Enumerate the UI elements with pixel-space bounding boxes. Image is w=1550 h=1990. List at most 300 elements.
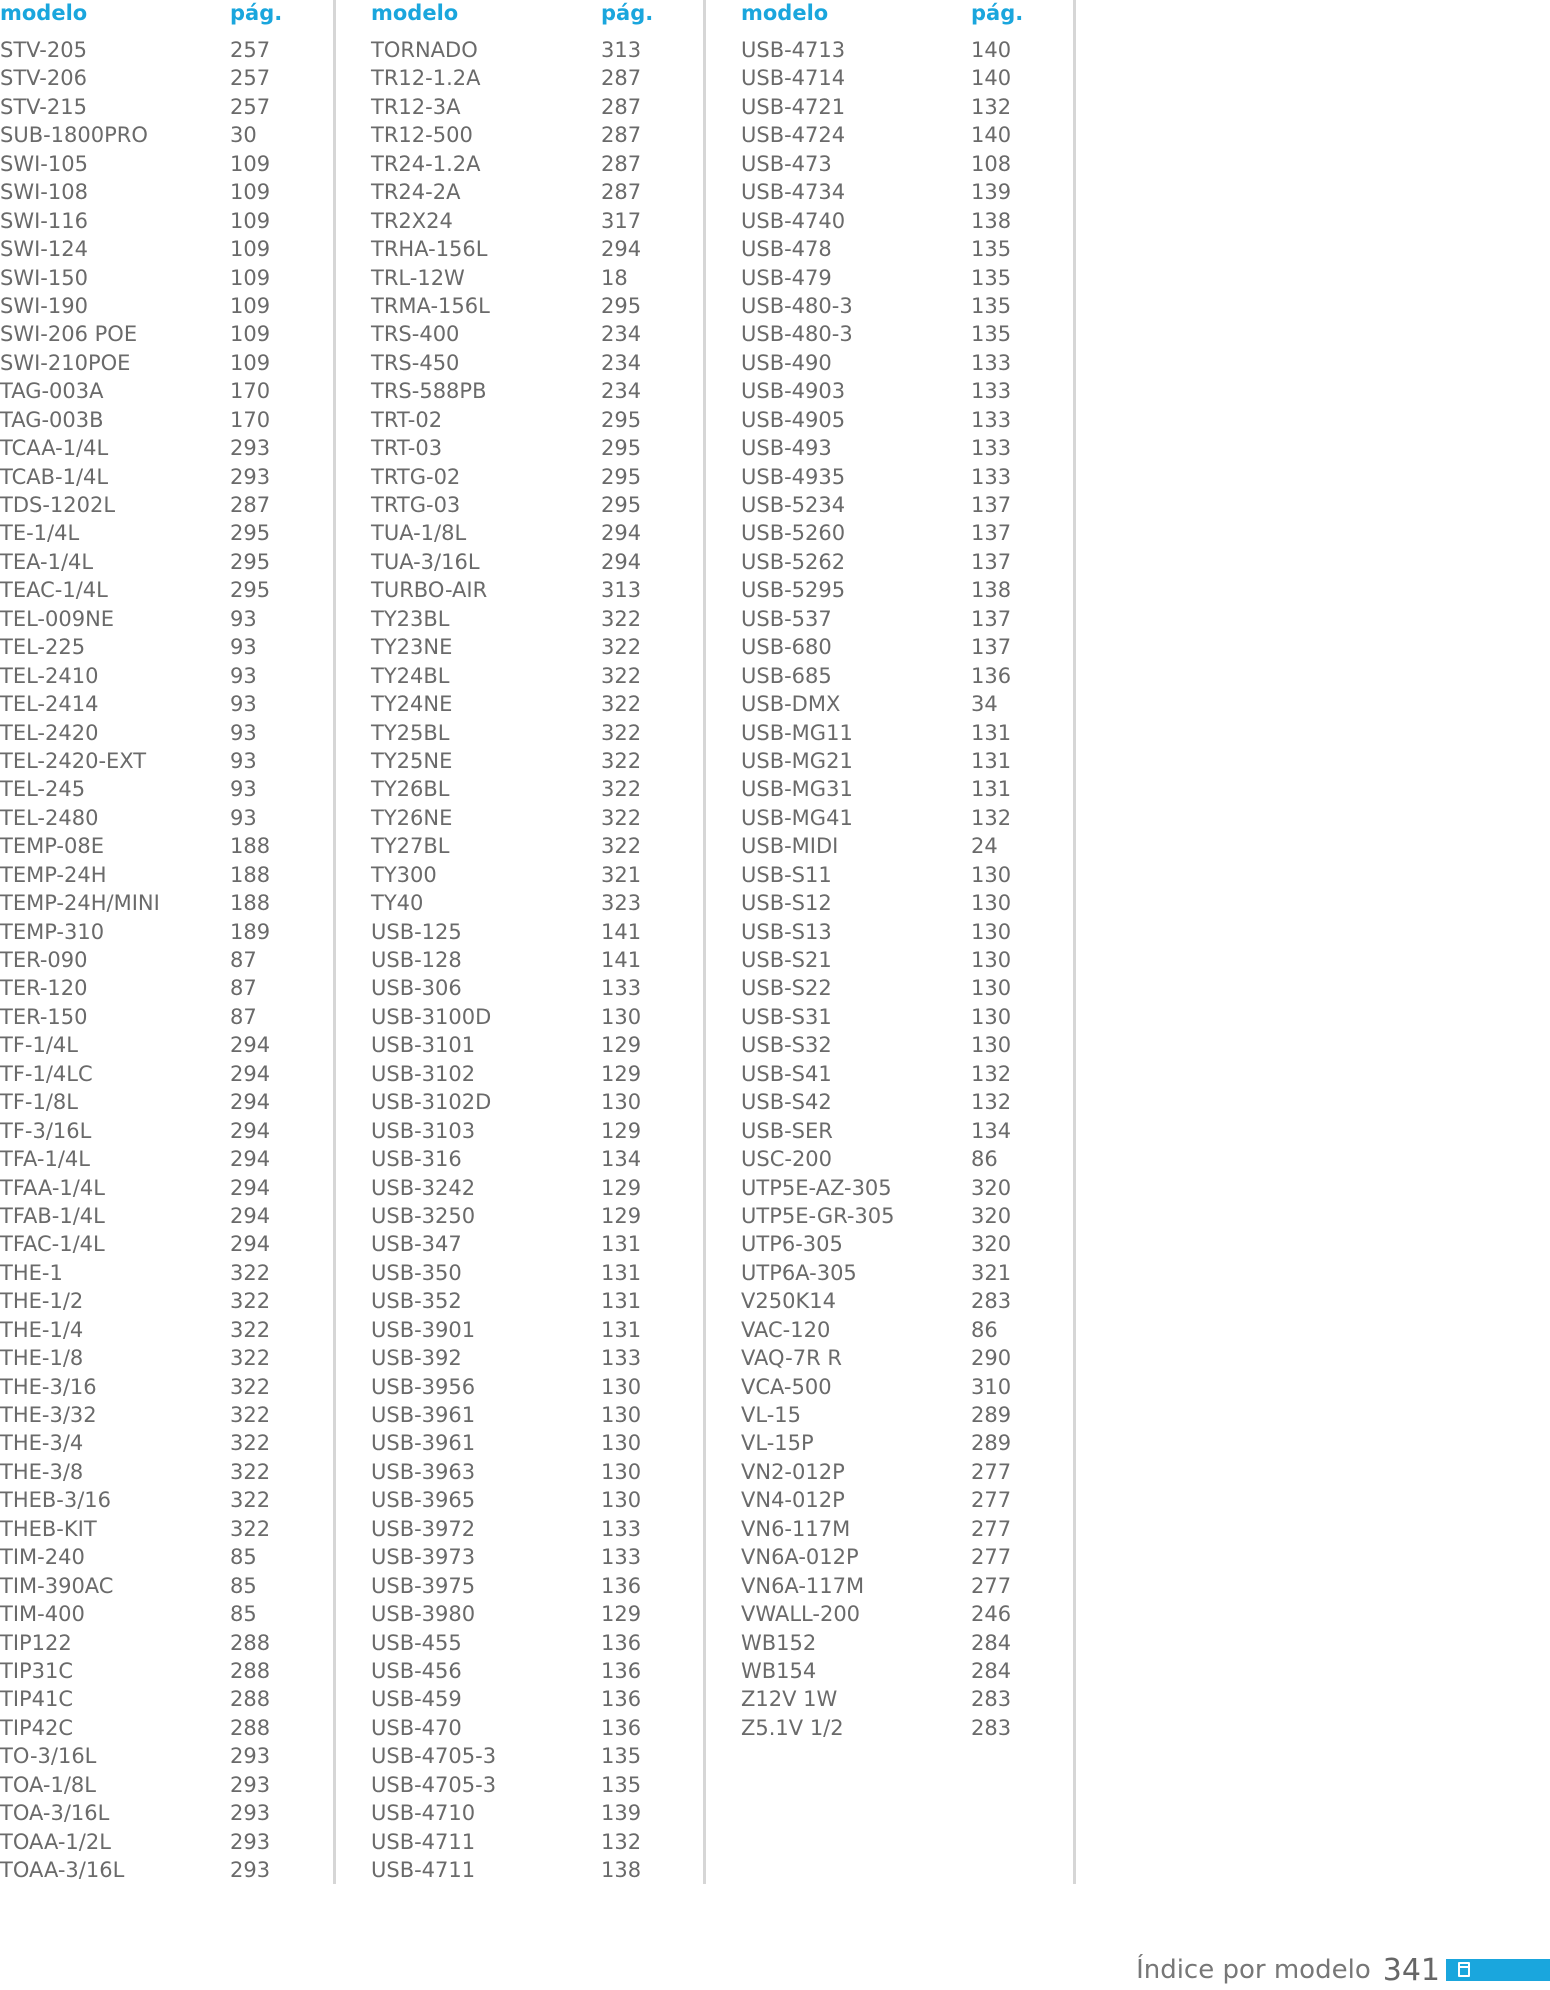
model-name: TF-1/4LC (0, 1061, 93, 1086)
page-ref: 134 (601, 1147, 642, 1172)
page-ref: 136 (601, 1573, 642, 1598)
page-ref: 130 (971, 976, 1012, 1001)
model-name: TIP31C (0, 1658, 74, 1683)
model-name: USB-3973 (371, 1545, 476, 1570)
page-ref: 295 (230, 521, 271, 546)
model-name: USB-5262 (741, 549, 846, 574)
page-ref: 137 (971, 549, 1012, 574)
page-ref: 130 (601, 1090, 642, 1115)
model-name: TRS-450 (371, 350, 460, 375)
table-row (371, 1230, 671, 1258)
page-ref: 322 (230, 1516, 271, 1541)
model-name: USB-S41 (741, 1061, 832, 1086)
page-ref: 294 (230, 1118, 271, 1143)
page-ref: 293 (230, 1744, 271, 1769)
table-row (371, 1515, 671, 1543)
page-ref: 170 (230, 407, 271, 432)
model-name: V250K14 (741, 1289, 836, 1314)
page-ref: 293 (230, 1801, 271, 1826)
page-ref: 138 (971, 208, 1012, 233)
page-ref: 289 (971, 1431, 1012, 1456)
model-name: TY25NE (371, 748, 453, 773)
model-name: VN6A-117M (741, 1573, 865, 1598)
model-name: THE-3/4 (0, 1431, 84, 1456)
table-row (741, 1344, 1041, 1372)
page-ref: 246 (971, 1602, 1012, 1627)
page-ref: 136 (601, 1687, 642, 1712)
page-ref: 277 (971, 1516, 1012, 1541)
model-name: USB-4705-3 (371, 1744, 497, 1769)
table-row (741, 775, 1041, 803)
model-name: TIP42C (0, 1715, 74, 1740)
table-row (371, 36, 671, 64)
page-ref: 257 (230, 66, 271, 91)
model-name: THE-3/32 (0, 1403, 97, 1427)
page-ref: 234 (601, 379, 642, 404)
page-ref: 109 (230, 208, 271, 233)
page-ref: 323 (601, 891, 642, 916)
table-row (741, 861, 1041, 889)
model-name: USB-478 (741, 237, 832, 262)
page-ref: 295 (230, 549, 271, 574)
page-ref: 137 (971, 606, 1012, 631)
table-row (741, 207, 1041, 235)
model-name: TAG-003B (0, 407, 104, 432)
page-ref: 293 (230, 1858, 271, 1882)
page-ref: 86 (971, 1147, 998, 1172)
page-ref: 277 (971, 1573, 1012, 1598)
model-name: VAQ-7R R (741, 1346, 842, 1371)
table-row (741, 889, 1041, 917)
model-name: TCAA-1/4L (0, 436, 109, 461)
table-row (371, 576, 671, 604)
table-row (741, 662, 1041, 690)
page-ref: 137 (971, 521, 1012, 546)
table-row (741, 235, 1041, 263)
page-ref: 93 (230, 635, 257, 660)
table-row (371, 377, 671, 405)
table-row (0, 235, 300, 263)
model-name: USB-4713 (741, 38, 846, 62)
model-name: TIM-390AC (0, 1573, 114, 1598)
page-ref: 109 (230, 350, 271, 375)
table-row (371, 662, 671, 690)
table-row (0, 1088, 300, 1116)
table-row (741, 36, 1041, 64)
page-ref: 130 (601, 1403, 642, 1427)
table-row (371, 1174, 671, 1202)
table-row (371, 1572, 671, 1600)
page-ref: 287 (601, 66, 642, 91)
page-ref: 290 (971, 1346, 1012, 1371)
table-row (0, 605, 300, 633)
page-ref: 93 (230, 720, 257, 745)
page-ref: 288 (230, 1658, 271, 1683)
table-row (741, 1031, 1041, 1059)
page-ref: 277 (971, 1488, 1012, 1513)
model-name: TEL-2420 (0, 720, 99, 745)
page-ref: 139 (971, 180, 1012, 205)
page-ref: 294 (230, 1203, 271, 1228)
index-column-1 (0, 0, 300, 1884)
table-row (0, 1060, 300, 1088)
model-name: SWI-116 (0, 208, 88, 233)
model-name: USB-4734 (741, 180, 846, 205)
model-name: UTP6A-305 (741, 1260, 857, 1285)
page-ref: 129 (601, 1602, 642, 1627)
table-row (371, 1458, 671, 1486)
table-row (371, 861, 671, 889)
model-name: USB-4903 (741, 379, 846, 404)
model-name: TEMP-24H (0, 862, 107, 887)
page-ref: 93 (230, 606, 257, 631)
model-name: USB-MG41 (741, 805, 853, 830)
column-separator (703, 0, 706, 1884)
model-name: USB-352 (371, 1289, 462, 1314)
model-name: USB-316 (371, 1147, 462, 1172)
model-name: THE-3/16 (0, 1374, 97, 1399)
model-name: SWI-190 (0, 293, 88, 318)
page-ref: 131 (601, 1232, 642, 1257)
table-row (741, 1202, 1041, 1230)
table-row (741, 349, 1041, 377)
page-ref: 257 (230, 94, 271, 119)
model-name: USB-473 (741, 151, 832, 176)
table-row (741, 690, 1041, 718)
page-ref: 293 (230, 1829, 271, 1854)
table-row (371, 918, 671, 946)
page-ref: 130 (971, 919, 1012, 944)
page-ref: 130 (601, 1004, 642, 1029)
table-row (0, 121, 300, 149)
page-ref: 322 (601, 720, 642, 745)
column-header (741, 0, 1041, 36)
table-row (741, 463, 1041, 491)
page-ref: 18 (601, 265, 628, 290)
model-name: USB-350 (371, 1260, 462, 1285)
table-row (741, 974, 1041, 1002)
model-name: TY26BL (371, 777, 450, 802)
page-ref: 129 (601, 1061, 642, 1086)
model-name: USB-MIDI (741, 834, 839, 859)
model-name: USB-4724 (741, 123, 846, 148)
model-name: TE-1/4L (0, 521, 80, 546)
page-ref: 129 (601, 1203, 642, 1228)
model-name: USB-S42 (741, 1090, 832, 1115)
model-name: VL-15 (741, 1403, 801, 1427)
column-separator (1073, 0, 1076, 1884)
page-ref: 295 (601, 493, 642, 517)
table-row (0, 775, 300, 803)
table-row (371, 235, 671, 263)
table-row (0, 150, 300, 178)
model-name: TEA-1/4L (0, 549, 94, 574)
index-column-2 (371, 0, 671, 1884)
model-name: VAC-120 (741, 1317, 831, 1342)
table-row (0, 1771, 300, 1799)
table-row (371, 1429, 671, 1457)
model-name: USB-3101 (371, 1033, 476, 1058)
model-name: USB-125 (371, 919, 462, 944)
page-ref: 322 (601, 663, 642, 688)
page-ref: 322 (601, 777, 642, 802)
model-name: TY24BL (371, 663, 450, 688)
table-row (0, 1401, 300, 1429)
table-row (741, 804, 1041, 832)
table-row (741, 1515, 1041, 1543)
table-row (371, 548, 671, 576)
model-name: USB-3250 (371, 1203, 476, 1228)
row-list (371, 36, 671, 1884)
page-footer (1136, 1950, 1550, 1990)
model-name: THE-1/4 (0, 1317, 84, 1342)
page-ref: 294 (230, 1090, 271, 1115)
model-name: THE-1/2 (0, 1289, 84, 1314)
table-row (0, 690, 300, 718)
model-name: STV-215 (0, 94, 87, 119)
model-name: USB-S31 (741, 1004, 832, 1029)
table-row (371, 264, 671, 292)
model-name: TRTG-02 (371, 464, 461, 489)
model-name: THE-1/8 (0, 1346, 84, 1371)
page-ref: 234 (601, 322, 642, 347)
model-name: USB-4710 (371, 1801, 476, 1826)
table-row (0, 1458, 300, 1486)
model-name: TEMP-24H/MINI (0, 891, 160, 916)
table-row (741, 150, 1041, 178)
page-ref: 108 (971, 151, 1012, 176)
table-row (371, 292, 671, 320)
page-ref: 294 (601, 549, 642, 574)
model-name: VWALL-200 (741, 1602, 861, 1627)
page-ref: 136 (971, 663, 1012, 688)
model-name: SUB-1800PRO (0, 123, 148, 148)
model-name: TY300 (371, 862, 437, 887)
model-name: TIP41C (0, 1687, 74, 1712)
table-row (741, 747, 1041, 775)
page-ref: 317 (601, 208, 642, 233)
model-name: USB-DMX (741, 692, 841, 717)
table-row (371, 775, 671, 803)
model-name: USB-S21 (741, 948, 832, 972)
table-row (371, 320, 671, 348)
page-ref: 93 (230, 692, 257, 717)
page-ref: 284 (971, 1658, 1012, 1683)
model-name: TOA-3/16L (0, 1801, 110, 1826)
model-name: TRT-02 (371, 407, 443, 432)
page-ref: 322 (601, 834, 642, 859)
page-ref: 189 (230, 919, 271, 944)
table-row (0, 1515, 300, 1543)
model-name: USB-MG31 (741, 777, 853, 802)
model-name: USB-680 (741, 635, 832, 660)
page-ref: 322 (601, 606, 642, 631)
model-name: USB-3102D (371, 1090, 492, 1115)
table-row (0, 1145, 300, 1173)
table-row (0, 946, 300, 974)
model-name: TY24NE (371, 692, 453, 717)
table-row (371, 1145, 671, 1173)
model-name: USB-493 (741, 436, 832, 461)
table-row (371, 832, 671, 860)
table-row (741, 1657, 1041, 1685)
page-ref: 109 (230, 151, 271, 176)
page-ref: 322 (230, 1289, 271, 1314)
table-row (371, 1685, 671, 1713)
footer-accent-bar (1446, 1959, 1550, 1981)
page-ref: 131 (601, 1260, 642, 1285)
table-row (371, 690, 671, 718)
page-ref: 130 (971, 862, 1012, 887)
table-row (0, 1685, 300, 1713)
table-row (741, 1088, 1041, 1116)
table-row (741, 121, 1041, 149)
model-name: SWI-210POE (0, 350, 131, 375)
model-name: TORNADO (371, 38, 478, 62)
model-name: TAG-003A (0, 379, 104, 404)
table-row (741, 1003, 1041, 1031)
page-ref: 294 (230, 1061, 271, 1086)
page-ref: 132 (971, 1061, 1012, 1086)
page-ref: 295 (601, 464, 642, 489)
model-name: TY26NE (371, 805, 453, 830)
model-name: USB-459 (371, 1687, 462, 1712)
page-ref: 133 (971, 350, 1012, 375)
model-name: TY25BL (371, 720, 450, 745)
page-ref: 138 (601, 1858, 642, 1882)
table-row (371, 1202, 671, 1230)
table-row (371, 1799, 671, 1827)
page-ref: 87 (230, 976, 257, 1001)
page-ref: 109 (230, 293, 271, 318)
table-row (741, 832, 1041, 860)
row-list (741, 36, 1041, 1742)
model-name: TDS-1202L (0, 493, 116, 517)
table-row (0, 1259, 300, 1287)
page-number: 341 (1382, 1952, 1440, 1988)
model-name: USB-3972 (371, 1516, 476, 1541)
table-row (371, 406, 671, 434)
model-name: USB-4714 (741, 66, 846, 91)
page-ref: 133 (601, 1346, 642, 1371)
table-row (0, 548, 300, 576)
table-row (741, 1685, 1041, 1713)
page-ref: 294 (230, 1147, 271, 1172)
model-name: UTP5E-AZ-305 (741, 1175, 892, 1200)
model-name: USB-S12 (741, 891, 832, 916)
table-row (0, 1856, 300, 1884)
model-name: USB-4740 (741, 208, 846, 233)
page-ref: 129 (601, 1033, 642, 1058)
table-row (741, 605, 1041, 633)
model-name: USB-456 (371, 1658, 462, 1683)
page-ref: 293 (230, 464, 271, 489)
table-row (741, 1174, 1041, 1202)
model-name: USB-480-3 (741, 322, 853, 347)
model-name: USB-4721 (741, 94, 846, 119)
table-row (0, 349, 300, 377)
model-name: USB-3100D (371, 1004, 492, 1029)
page-ref: 133 (971, 407, 1012, 432)
model-name: USB-4705-3 (371, 1772, 497, 1797)
table-row (0, 434, 300, 462)
table-row (371, 889, 671, 917)
model-name: THE-1 (0, 1260, 63, 1285)
model-name: USB-479 (741, 265, 832, 290)
model-name: THEB-3/16 (0, 1488, 112, 1513)
page-ref: 135 (971, 293, 1012, 318)
table-row (371, 1856, 671, 1884)
table-row (0, 1174, 300, 1202)
model-name: TEL-2414 (0, 692, 99, 717)
model-name: VN6-117M (741, 1516, 851, 1541)
table-row (0, 861, 300, 889)
table-row (0, 1230, 300, 1258)
page-ref: 140 (971, 123, 1012, 148)
table-row (741, 1401, 1041, 1429)
page-ref: 294 (230, 1232, 271, 1257)
page-ref: 170 (230, 379, 271, 404)
model-name: USB-685 (741, 663, 832, 688)
model-name: TEL-009NE (0, 606, 115, 631)
table-row (741, 434, 1041, 462)
page-ref: 133 (601, 1516, 642, 1541)
table-row (741, 918, 1041, 946)
model-name: SWI-108 (0, 180, 88, 205)
page-ref: 322 (601, 748, 642, 773)
table-row (741, 1543, 1041, 1571)
page-ref: 294 (230, 1033, 271, 1058)
model-name: USB-5295 (741, 578, 846, 603)
table-row (371, 150, 671, 178)
table-row (741, 1145, 1041, 1173)
model-header: modelo (0, 1, 88, 25)
table-row (371, 93, 671, 121)
table-row (0, 662, 300, 690)
model-name: Z5.1V 1/2 (741, 1715, 844, 1740)
model-name: USC-200 (741, 1147, 833, 1172)
page-ref: 130 (971, 1004, 1012, 1029)
page-ref: 130 (971, 1033, 1012, 1058)
page-ref: 320 (971, 1232, 1012, 1257)
table-row (0, 1344, 300, 1372)
table-row (371, 463, 671, 491)
table-row (371, 1344, 671, 1372)
table-row (0, 1287, 300, 1315)
model-name: TR24-2A (371, 180, 461, 205)
model-name: TRL-12W (371, 265, 465, 290)
model-name: TEL-2420-EXT (0, 748, 147, 773)
page-ref: 140 (971, 38, 1012, 62)
model-name: TURBO-AIR (371, 578, 488, 603)
model-name: USB-537 (741, 606, 832, 631)
model-name: USB-490 (741, 350, 832, 375)
page-ref: 135 (971, 265, 1012, 290)
table-row (0, 1117, 300, 1145)
page-ref: 85 (230, 1602, 257, 1627)
table-row (0, 974, 300, 1002)
column-separator (333, 0, 336, 1884)
table-row (0, 320, 300, 348)
page-ref: 322 (601, 692, 642, 717)
page-ref: 283 (971, 1289, 1012, 1314)
table-row (741, 1230, 1041, 1258)
page-ref: 322 (601, 805, 642, 830)
model-name: TF-1/8L (0, 1090, 78, 1115)
model-name: TER-150 (0, 1004, 88, 1029)
model-name: TR2X24 (371, 208, 453, 233)
model-name: USB-306 (371, 976, 462, 1001)
